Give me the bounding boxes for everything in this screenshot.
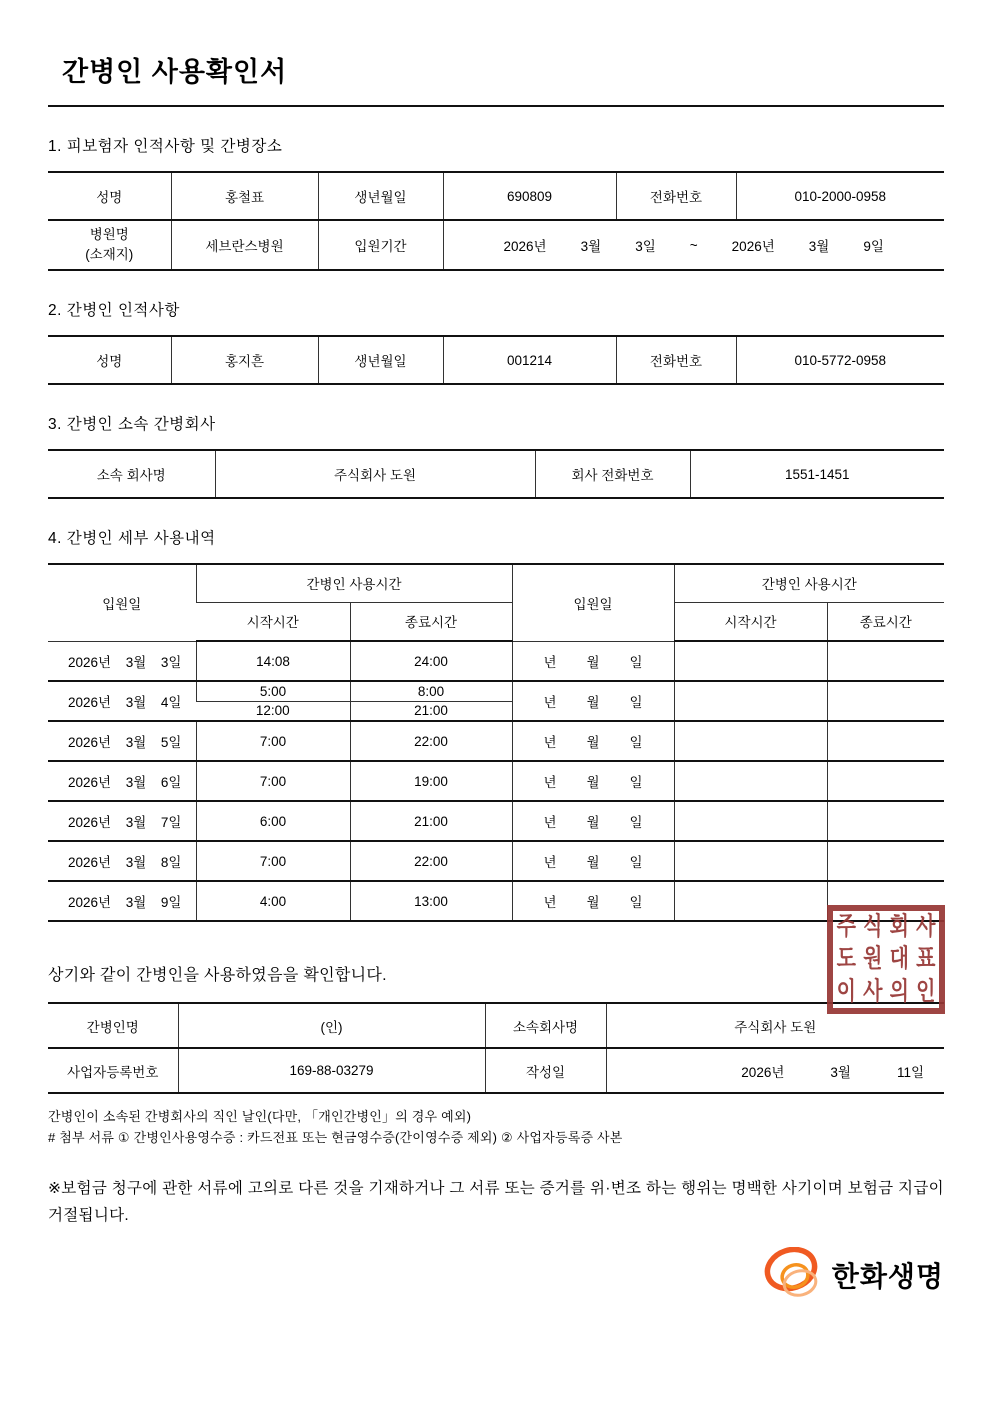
usage-empty-end <box>827 801 944 841</box>
period-start-day: 3일 <box>635 239 656 254</box>
usage-start: 6:00 <box>196 801 350 841</box>
usage-empty-end <box>827 641 944 681</box>
usage-col-time-left: 간병인 사용시간 <box>196 564 512 602</box>
hanwha-logo-text: 한화생명 <box>831 1261 944 1293</box>
usage-start2: 12:00 <box>196 701 350 721</box>
caregiver-phone-label: 전화번호 <box>616 336 736 384</box>
period-tilde: ~ <box>689 237 698 253</box>
caregiver-name-value: 홍지흔 <box>171 336 318 384</box>
usage-end: 13:00 <box>350 881 512 921</box>
hospital-label-line1: 병원명 <box>89 227 129 243</box>
usage-end: 21:00 <box>350 801 512 841</box>
usage-end: 24:00 <box>350 641 512 681</box>
period-end-day: 9일 <box>863 239 884 254</box>
usage-empty-date: 년 월 일 <box>512 641 674 681</box>
usage-empty-start <box>674 641 827 681</box>
insured-name-value: 홍철표 <box>171 172 318 220</box>
usage-col-end-right: 종료시간 <box>827 602 944 641</box>
usage-empty-end <box>827 681 944 721</box>
signature-table <box>48 1002 944 1094</box>
usage-date: 2026년 3월 7일 <box>48 801 196 841</box>
caregiver-name-label: 성명 <box>96 354 123 369</box>
usage-row <box>48 721 944 761</box>
usage-col-date-right: 입원일 <box>512 564 674 641</box>
sign-caregiver-label: 간병인명 <box>48 1003 178 1048</box>
period-end-month: 3월 <box>808 239 830 254</box>
hanwha-circles-icon <box>764 1247 826 1303</box>
usage-start: 14:08 <box>196 641 350 681</box>
note-attachments: # 첨부 서류 ① 간병인사용영수증 : 카드전표 또는 현금영수증(간이영수증 제외) ② 사업자등록증 사본 <box>48 1130 623 1146</box>
period-end-year: 2026년 <box>731 239 775 254</box>
written-date-value: 2026년 3월 11일 <box>606 1048 944 1093</box>
usage-col-start-right: 시작시간 <box>674 602 827 641</box>
usage-empty-start <box>674 761 827 801</box>
usage-end2: 21:00 <box>350 701 512 721</box>
usage-col-end-left: 종료시간 <box>350 602 512 641</box>
company-phone-label: 회사 전화번호 <box>535 450 690 498</box>
usage-col-date-left: 입원일 <box>48 564 196 641</box>
usage-empty-date: 년 월 일 <box>512 761 674 801</box>
usage-row-split <box>48 681 944 701</box>
usage-date: 2026년 3월 9일 <box>68 895 182 910</box>
usage-end: 22:00 <box>350 841 512 881</box>
caregiver-phone-value: 010-5772-0958 <box>736 336 944 384</box>
usage-start: 7:00 <box>196 721 350 761</box>
insured-info-table <box>48 171 944 271</box>
usage-start: 7:00 <box>196 761 350 801</box>
usage-col-start-left: 시작시간 <box>196 602 350 641</box>
usage-empty-date: 년 월 일 <box>512 721 674 761</box>
usage-empty-end <box>827 761 944 801</box>
usage-row <box>48 641 944 681</box>
usage-empty-start <box>674 801 827 841</box>
usage-end: 22:00 <box>350 721 512 761</box>
usage-start: 5:00 <box>196 681 350 701</box>
usage-col-time-right: 간병인 사용시간 <box>674 564 944 602</box>
usage-end: 8:00 <box>350 681 512 701</box>
usage-date: 2026년 3월 4일 <box>48 681 196 721</box>
usage-empty-date: 년 월 일 <box>512 801 674 841</box>
usage-empty-end <box>827 841 944 881</box>
usage-empty-start <box>674 881 827 921</box>
insured-phone-value: 010-2000-0958 <box>736 172 944 220</box>
sign-company-label: 소속회사명 <box>485 1003 606 1048</box>
usage-row <box>48 801 944 841</box>
caregiver-birth-value: 001214 <box>443 336 616 384</box>
usage-empty-date: 년 월 일 <box>512 881 674 921</box>
company-seal-stamp: 주 식 회 사 도 원 대 표 이 사 의 인 <box>827 905 945 1014</box>
fraud-warning: ※보험금 청구에 관한 서류에 고의로 다른 것을 기재하거나 그 서류 또는 증거를 위·변조 하는 행위는 명백한 사기이며 보험금 지급이 거절됩니다. <box>48 1179 944 1224</box>
usage-start: 4:00 <box>196 881 350 921</box>
usage-empty-start <box>674 721 827 761</box>
usage-start: 7:00 <box>196 841 350 881</box>
sign-stamp-placeholder: (인) <box>178 1003 485 1048</box>
company-phone-value: 1551-1451 <box>690 450 944 498</box>
usage-empty-start <box>674 841 827 881</box>
period-value <box>443 220 944 270</box>
period-start-month: 3월 <box>580 239 602 254</box>
section3-heading: 3. 간병인 소속 간병회사 <box>48 416 216 433</box>
section4-heading: 4. 간병인 세부 사용내역 <box>48 530 216 547</box>
hospital-label-line2: (소재지) <box>85 247 134 262</box>
page-title: 간병인 사용확인서 <box>48 44 944 107</box>
usage-date: 2026년 3월 5일 <box>48 721 196 761</box>
hospital-label <box>48 220 171 270</box>
note-stamp-rule: 간병인이 소속된 간병회사의 직인 날인(다만, 「개인간병인」의 경우 예외) <box>48 1109 472 1124</box>
usage-date: 2026년 3월 8일 <box>48 841 196 881</box>
insured-phone-label: 전화번호 <box>616 172 736 220</box>
section2-heading: 2. 간병인 인적사항 <box>48 302 180 319</box>
section1-heading: 1. 피보험자 인적사항 및 간병장소 <box>48 138 283 155</box>
usage-date: 2026년 3월 3일 <box>48 641 196 681</box>
usage-date: 2026년 3월 6일 <box>48 761 196 801</box>
sign-company-value: 주식회사 도원 <box>606 1003 944 1048</box>
confirmation-statement: 상기와 같이 간병인을 사용하였음을 확인합니다. <box>48 967 387 984</box>
insured-name-label: 성명 <box>48 172 171 220</box>
usage-row <box>48 881 944 921</box>
caregiver-info-table <box>48 335 944 385</box>
insured-birth-value: 690809 <box>443 172 616 220</box>
period-label: 입원기간 <box>318 220 443 270</box>
company-name-label: 소속 회사명 <box>96 468 166 483</box>
usage-empty-end <box>827 721 944 761</box>
usage-row <box>48 761 944 801</box>
footer-notes <box>48 1106 944 1149</box>
biznum-value: 169-88-03279 <box>178 1048 485 1093</box>
insured-birth-label: 생년월일 <box>318 172 443 220</box>
written-date-label: 작성일 <box>485 1048 606 1093</box>
caregiver-birth-label: 생년월일 <box>318 336 443 384</box>
company-name-value: 주식회사 도원 <box>215 450 535 498</box>
usage-empty-date: 년 월 일 <box>512 841 674 881</box>
biznum-label: 사업자등록번호 <box>67 1064 159 1080</box>
hanwha-life-logo <box>48 1247 944 1303</box>
period-start-year: 2026년 <box>503 239 547 254</box>
usage-row <box>48 841 944 881</box>
hospital-value: 세브란스병원 <box>171 220 318 270</box>
usage-end: 19:00 <box>350 761 512 801</box>
care-company-table <box>48 449 944 499</box>
usage-empty-start <box>674 681 827 721</box>
usage-empty-date: 년 월 일 <box>512 681 674 721</box>
usage-detail-table <box>48 563 944 922</box>
